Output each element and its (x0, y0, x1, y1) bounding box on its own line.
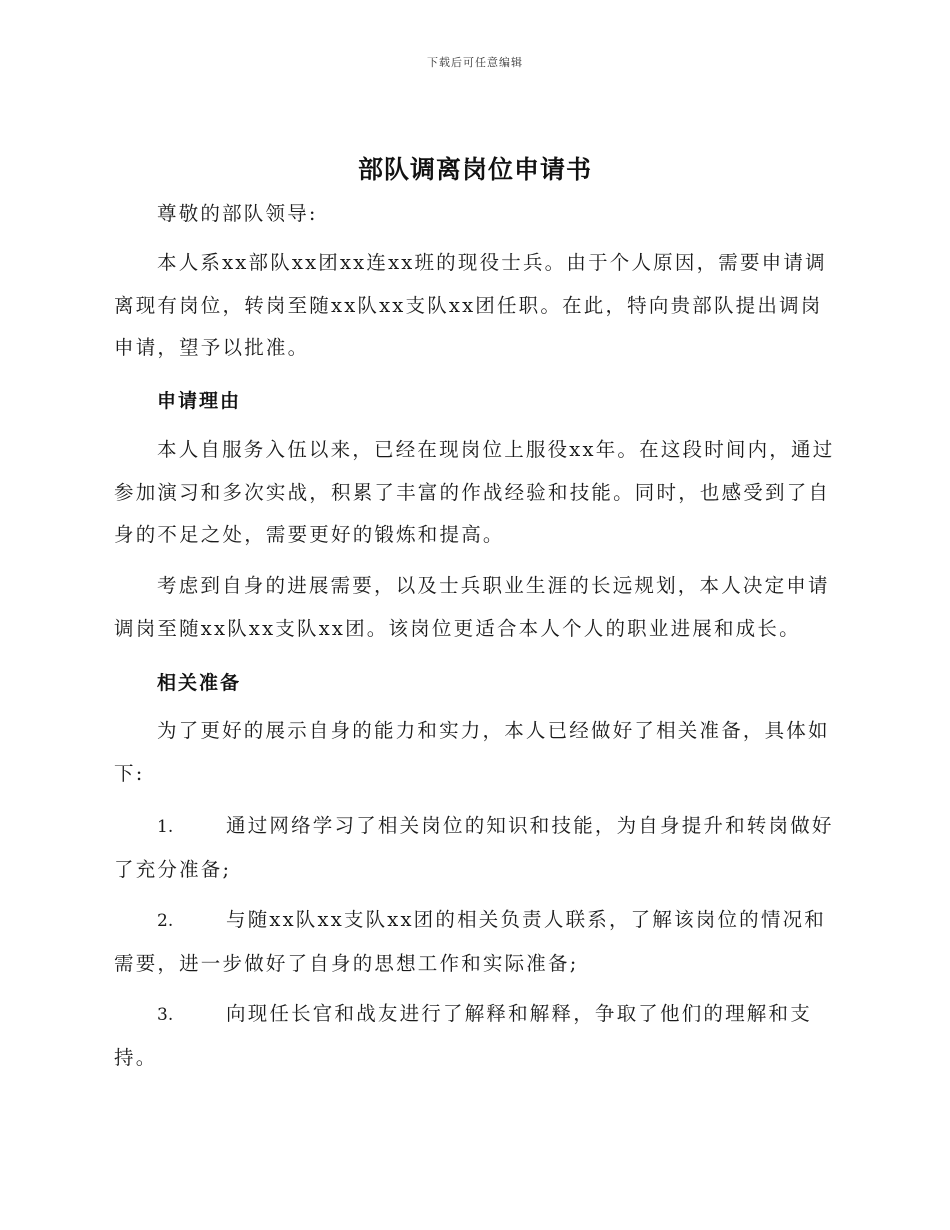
document-title: 部队调离岗位申请书 (357, 155, 592, 184)
reasons-paragraph-1: 本人自服务入伍以来，已经在现岗位上服役xx年。在这段时间内，通过参加演习和多次实战，积累了丰富的作战经验和技能。同时，也感受到了自身的不足之处，需要更好的锻炼和提高。 (114, 438, 835, 546)
list-item-text: 通过网络学习了相关岗位的知识和技能，为自身提升和转岗做好了充分准备; (114, 814, 834, 881)
list-item-text: 与随xx队xx支队xx团的相关负责人联系，了解该岗位的情况和需要，进一步做好了自身的思想工作和实际准备; (114, 908, 826, 975)
header-note: 下载后可任意编辑 (427, 56, 523, 69)
section-heading-preparation: 相关准备 (157, 672, 242, 694)
reasons-paragraph-2: 考虑到自身的进展需要，以及士兵职业生涯的长远规划，本人决定申请调岗至随xx队xx支队xx团。该岗位更适合本人个人的职业进展和成长。 (114, 574, 830, 640)
list-item-text: 向现任长官和战友进行了解释和解释，争取了他们的理解和支持。 (114, 1002, 812, 1069)
section-heading-reasons: 申请理由 (157, 390, 242, 412)
list-item (114, 899, 836, 985)
list-item (114, 993, 836, 1079)
list-item (114, 805, 836, 891)
salutation: 尊敬的部队领导: (157, 202, 318, 225)
preparation-intro: 为了更好的展示自身的能力和实力，本人已经做好了相关准备，具体如下: (114, 719, 830, 785)
list-item-number: 3. (157, 1005, 174, 1025)
list-item-number: 2. (157, 911, 174, 931)
intro-paragraph: 本人系xx部队xx团xx连xx班的现役士兵。由于个人原因，需要申请调离现有岗位，转岗至随xx队xx支队xx团任职。在此，特向贵部队提出调岗申请，望予以批准。 (114, 251, 827, 359)
list-item-number: 1. (157, 817, 174, 837)
